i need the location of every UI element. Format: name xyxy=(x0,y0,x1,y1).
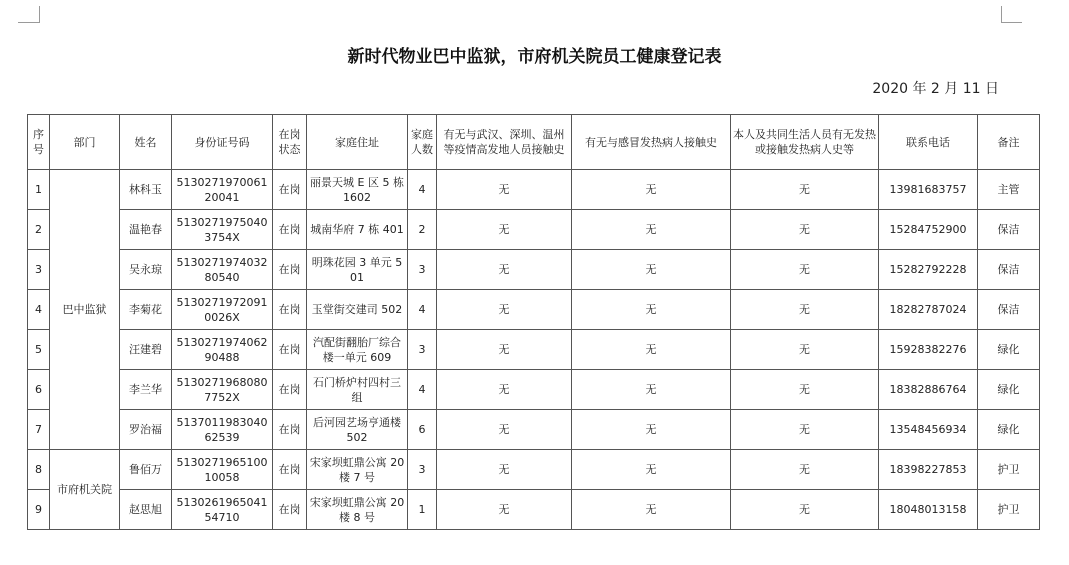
cell-family-count: 3 xyxy=(408,450,437,490)
cell-seq: 5 xyxy=(28,330,50,370)
crop-mark-top-right xyxy=(1001,6,1022,23)
header-phone: 联系电话 xyxy=(879,115,978,170)
cell-family-count: 4 xyxy=(408,170,437,210)
cell-seq: 7 xyxy=(28,410,50,450)
crop-mark-top-left xyxy=(18,6,40,23)
cell-status: 在岗 xyxy=(273,410,307,450)
table-row xyxy=(28,450,1040,490)
cell-fever-contact: 无 xyxy=(572,170,731,210)
cell-phone: 18048013158 xyxy=(879,490,978,530)
cell-name: 汪建碧 xyxy=(120,330,172,370)
cell-family-count: 4 xyxy=(408,370,437,410)
cell-seq: 3 xyxy=(28,250,50,290)
header-dept: 部门 xyxy=(50,115,120,170)
cell-name: 林科玉 xyxy=(120,170,172,210)
cell-status: 在岗 xyxy=(273,450,307,490)
cell-phone: 13548456934 xyxy=(879,410,978,450)
header-cohabitant-fever: 本人及共同生活人员有无发热或接触发热病人史等 xyxy=(731,115,879,170)
header-wuhan-contact: 有无与武汉、深圳、温州等疫情高发地人员接触史 xyxy=(437,115,572,170)
table-row xyxy=(28,170,1040,210)
cell-address: 后河园艺场亨通楼 502 xyxy=(307,410,408,450)
cell-address: 石门桥炉村四村三组 xyxy=(307,370,408,410)
cell-id-number: 513027197406290488 xyxy=(172,330,273,370)
cell-wuhan-contact: 无 xyxy=(437,170,572,210)
cell-status: 在岗 xyxy=(273,330,307,370)
cell-status: 在岗 xyxy=(273,250,307,290)
table-row xyxy=(28,290,1040,330)
cell-family-count: 3 xyxy=(408,330,437,370)
header-seq: 序号 xyxy=(28,115,50,170)
table-row xyxy=(28,210,1040,250)
header-name: 姓名 xyxy=(120,115,172,170)
cell-cohabitant-fever: 无 xyxy=(731,250,879,290)
cell-note: 保洁 xyxy=(978,290,1040,330)
cell-wuhan-contact: 无 xyxy=(437,450,572,490)
cell-address: 宋家坝虹鼎公寓 20 楼 7 号 xyxy=(307,450,408,490)
header-status: 在岗状态 xyxy=(273,115,307,170)
cell-fever-contact: 无 xyxy=(572,370,731,410)
cell-cohabitant-fever: 无 xyxy=(731,290,879,330)
cell-phone: 15282792228 xyxy=(879,250,978,290)
table-row xyxy=(28,410,1040,450)
cell-seq: 2 xyxy=(28,210,50,250)
cell-address: 明珠花园 3 单元 501 xyxy=(307,250,408,290)
cell-address: 城南华府 7 栋 401 xyxy=(307,210,408,250)
table-row xyxy=(28,490,1040,530)
cell-note: 绿化 xyxy=(978,370,1040,410)
cell-wuhan-contact: 无 xyxy=(437,250,572,290)
cell-wuhan-contact: 无 xyxy=(437,210,572,250)
cell-cohabitant-fever: 无 xyxy=(731,410,879,450)
cell-wuhan-contact: 无 xyxy=(437,410,572,450)
cell-wuhan-contact: 无 xyxy=(437,290,572,330)
document-title: 新时代物业巴中监狱，市府机关院员工健康登记表 xyxy=(347,47,722,67)
cell-name: 李菊花 xyxy=(120,290,172,330)
cell-note: 保洁 xyxy=(978,210,1040,250)
cell-status: 在岗 xyxy=(273,170,307,210)
health-registration-table xyxy=(27,114,1040,530)
cell-phone: 15284752900 xyxy=(879,210,978,250)
cell-note: 绿化 xyxy=(978,410,1040,450)
cell-phone: 13981683757 xyxy=(879,170,978,210)
cell-id-number: 513027197006120041 xyxy=(172,170,273,210)
cell-seq: 9 xyxy=(28,490,50,530)
table-header-row xyxy=(28,115,1040,170)
cell-id-number: 51302719720910026X xyxy=(172,290,273,330)
header-id-number: 身份证号码 xyxy=(172,115,273,170)
cell-note: 护卫 xyxy=(978,450,1040,490)
header-note: 备注 xyxy=(978,115,1040,170)
cell-phone: 18398227853 xyxy=(879,450,978,490)
cell-id-number: 513026196504154710 xyxy=(172,490,273,530)
cell-name: 李兰华 xyxy=(120,370,172,410)
cell-id-number: 513027196510010058 xyxy=(172,450,273,490)
cell-family-count: 2 xyxy=(408,210,437,250)
cell-family-count: 6 xyxy=(408,410,437,450)
table-row xyxy=(28,250,1040,290)
cell-note: 主管 xyxy=(978,170,1040,210)
cell-id-number: 513027197403280540 xyxy=(172,250,273,290)
cell-phone: 18282787024 xyxy=(879,290,978,330)
cell-id-number: 51302719680807752X xyxy=(172,370,273,410)
cell-dept: 市府机关院 xyxy=(50,450,120,530)
header-address: 家庭住址 xyxy=(307,115,408,170)
cell-cohabitant-fever: 无 xyxy=(731,330,879,370)
table-row xyxy=(28,370,1040,410)
table-row xyxy=(28,330,1040,370)
cell-address: 汽配街翻胎厂综合楼一单元 609 xyxy=(307,330,408,370)
cell-name: 吴永琼 xyxy=(120,250,172,290)
cell-phone: 18382886764 xyxy=(879,370,978,410)
cell-name: 温艳春 xyxy=(120,210,172,250)
cell-phone: 15928382276 xyxy=(879,330,978,370)
cell-address: 宋家坝虹鼎公寓 20 楼 8 号 xyxy=(307,490,408,530)
cell-status: 在岗 xyxy=(273,370,307,410)
cell-family-count: 4 xyxy=(408,290,437,330)
cell-dept: 巴中监狱 xyxy=(50,170,120,450)
cell-address: 玉堂街交建司 502 xyxy=(307,290,408,330)
cell-family-count: 1 xyxy=(408,490,437,530)
cell-fever-contact: 无 xyxy=(572,250,731,290)
cell-fever-contact: 无 xyxy=(572,330,731,370)
cell-seq: 1 xyxy=(28,170,50,210)
cell-seq: 6 xyxy=(28,370,50,410)
cell-note: 保洁 xyxy=(978,250,1040,290)
cell-status: 在岗 xyxy=(273,490,307,530)
cell-cohabitant-fever: 无 xyxy=(731,370,879,410)
document-date: 2020 年 2 月 11 日 xyxy=(872,81,999,97)
cell-cohabitant-fever: 无 xyxy=(731,450,879,490)
cell-name: 赵思旭 xyxy=(120,490,172,530)
cell-fever-contact: 无 xyxy=(572,410,731,450)
cell-name: 鲁佰万 xyxy=(120,450,172,490)
cell-fever-contact: 无 xyxy=(572,490,731,530)
cell-note: 绿化 xyxy=(978,330,1040,370)
cell-wuhan-contact: 无 xyxy=(437,490,572,530)
cell-fever-contact: 无 xyxy=(572,450,731,490)
cell-address: 丽景天城 E 区 5 栋 1602 xyxy=(307,170,408,210)
cell-cohabitant-fever: 无 xyxy=(731,490,879,530)
cell-name: 罗治福 xyxy=(120,410,172,450)
header-family-count: 家庭人数 xyxy=(408,115,437,170)
cell-status: 在岗 xyxy=(273,210,307,250)
cell-status: 在岗 xyxy=(273,290,307,330)
cell-cohabitant-fever: 无 xyxy=(731,170,879,210)
cell-wuhan-contact: 无 xyxy=(437,370,572,410)
cell-fever-contact: 无 xyxy=(572,290,731,330)
cell-fever-contact: 无 xyxy=(572,210,731,250)
header-fever-contact: 有无与感冒发热病人接触史 xyxy=(572,115,731,170)
cell-id-number: 513701198304062539 xyxy=(172,410,273,450)
cell-family-count: 3 xyxy=(408,250,437,290)
cell-cohabitant-fever: 无 xyxy=(731,210,879,250)
cell-id-number: 51302719750403754X xyxy=(172,210,273,250)
cell-seq: 8 xyxy=(28,450,50,490)
cell-wuhan-contact: 无 xyxy=(437,330,572,370)
cell-seq: 4 xyxy=(28,290,50,330)
cell-note: 护卫 xyxy=(978,490,1040,530)
